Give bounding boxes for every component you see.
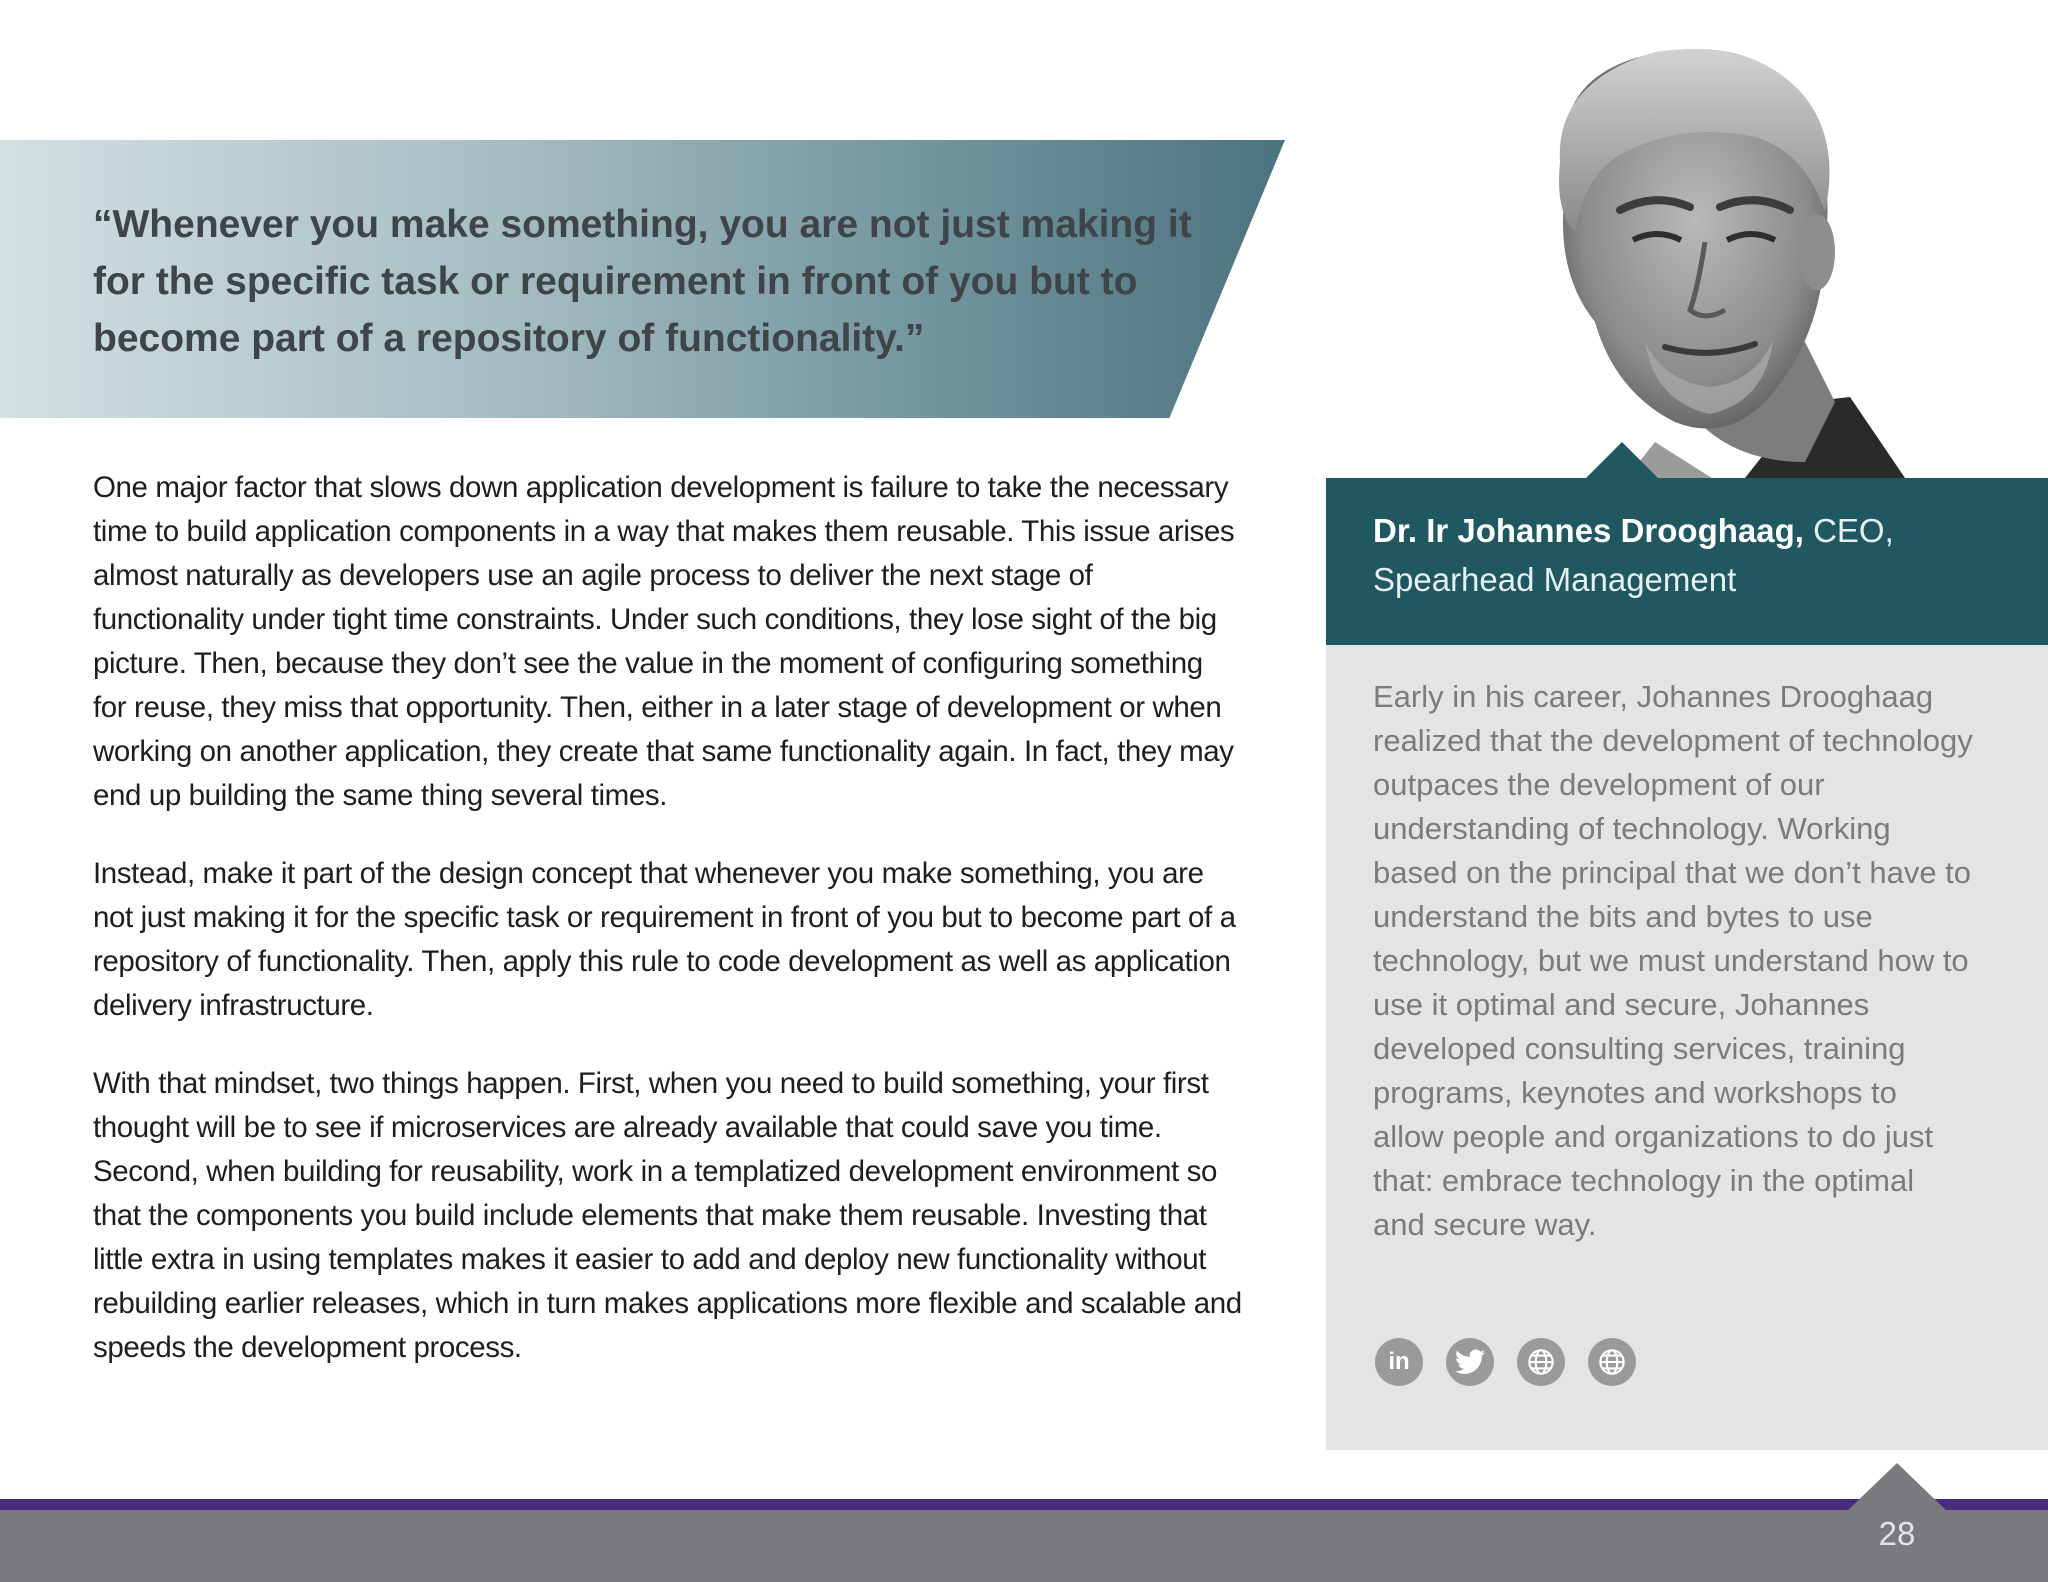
twitter-icon[interactable] bbox=[1446, 1338, 1494, 1386]
author-card-notch bbox=[1586, 442, 1658, 478]
page-number: 28 bbox=[1878, 1515, 1916, 1552]
author-portrait bbox=[1505, 42, 1925, 480]
author-bio-card bbox=[1326, 645, 2048, 1450]
author-role: CEO, bbox=[1803, 512, 1894, 549]
article-paragraph: One major factor that slows down application development is failure to take the necessary time to build application components in a way that makes them reusable. This issue arises almost naturally as developers use an agile process to deliver the next stage of functionality under tight time constraints. Under such conditions, they lose sight of the big picture. Then, because they don’t see the value in the moment of configuring something for reuse, they miss that opportunity. Then, either in a later stage of development or when working on another application, they create that same functionality again. In fact, they may end up building the same thing several times. bbox=[93, 471, 1235, 812]
article-body bbox=[93, 466, 1243, 1404]
linkedin-icon[interactable] bbox=[1375, 1338, 1423, 1386]
author-company: Spearhead Management bbox=[1373, 561, 1737, 598]
footer-bar bbox=[0, 1510, 2048, 1582]
page-number-tab bbox=[1845, 1463, 1949, 1513]
twitter-bird-icon bbox=[1455, 1349, 1485, 1375]
website-globe-icon[interactable] bbox=[1517, 1338, 1565, 1386]
globe-icon bbox=[1598, 1348, 1626, 1376]
linkedin-glyph: in bbox=[1388, 1348, 1410, 1375]
social-links bbox=[1375, 1338, 1636, 1386]
globe-icon bbox=[1527, 1348, 1555, 1376]
author-header bbox=[1326, 478, 2048, 645]
author-name-line bbox=[1373, 506, 2013, 604]
author-name: Dr. Ir Johannes Drooghaag, bbox=[1373, 512, 1804, 549]
article-paragraph: Instead, make it part of the design concept that whenever you make something, you are not just making it for the specific task or requirement in front of you but to become part of a repository of functionality. Then, apply this rule to code development as well as application delivery infrastructure. bbox=[93, 857, 1236, 1022]
article-paragraph: With that mindset, two things happen. First, when you need to build something, your first thought will be to see if microservices are already available that could save you time. Second, when building for reusability, work in a templatized development environment so that the components you build include elements that make them reusable. Investing that little extra in using templates makes it easier to add and deploy new functionality without rebuilding earlier releases, which in turn makes applications more flexible and scalable and speeds the development process. bbox=[93, 1067, 1242, 1364]
website-globe-icon-2[interactable] bbox=[1588, 1338, 1636, 1386]
author-bio: Early in his career, Johannes Drooghaag realized that the development of technology outpaces the development of our understanding of technology. Working based on the principal that we don’t have to understand the bits and bytes to use technology, but we must understand how to use it optimal and secure, Johannes developed consulting services, training programs, keynotes and workshops to allow people and organizations to do just that: embrace technology in the optimal and secure way. bbox=[1373, 679, 1973, 1242]
pull-quote: “Whenever you make something, you are not just making it for the specific task or requirement in front of you but to become part of a repository of functionality.” bbox=[93, 203, 1192, 360]
